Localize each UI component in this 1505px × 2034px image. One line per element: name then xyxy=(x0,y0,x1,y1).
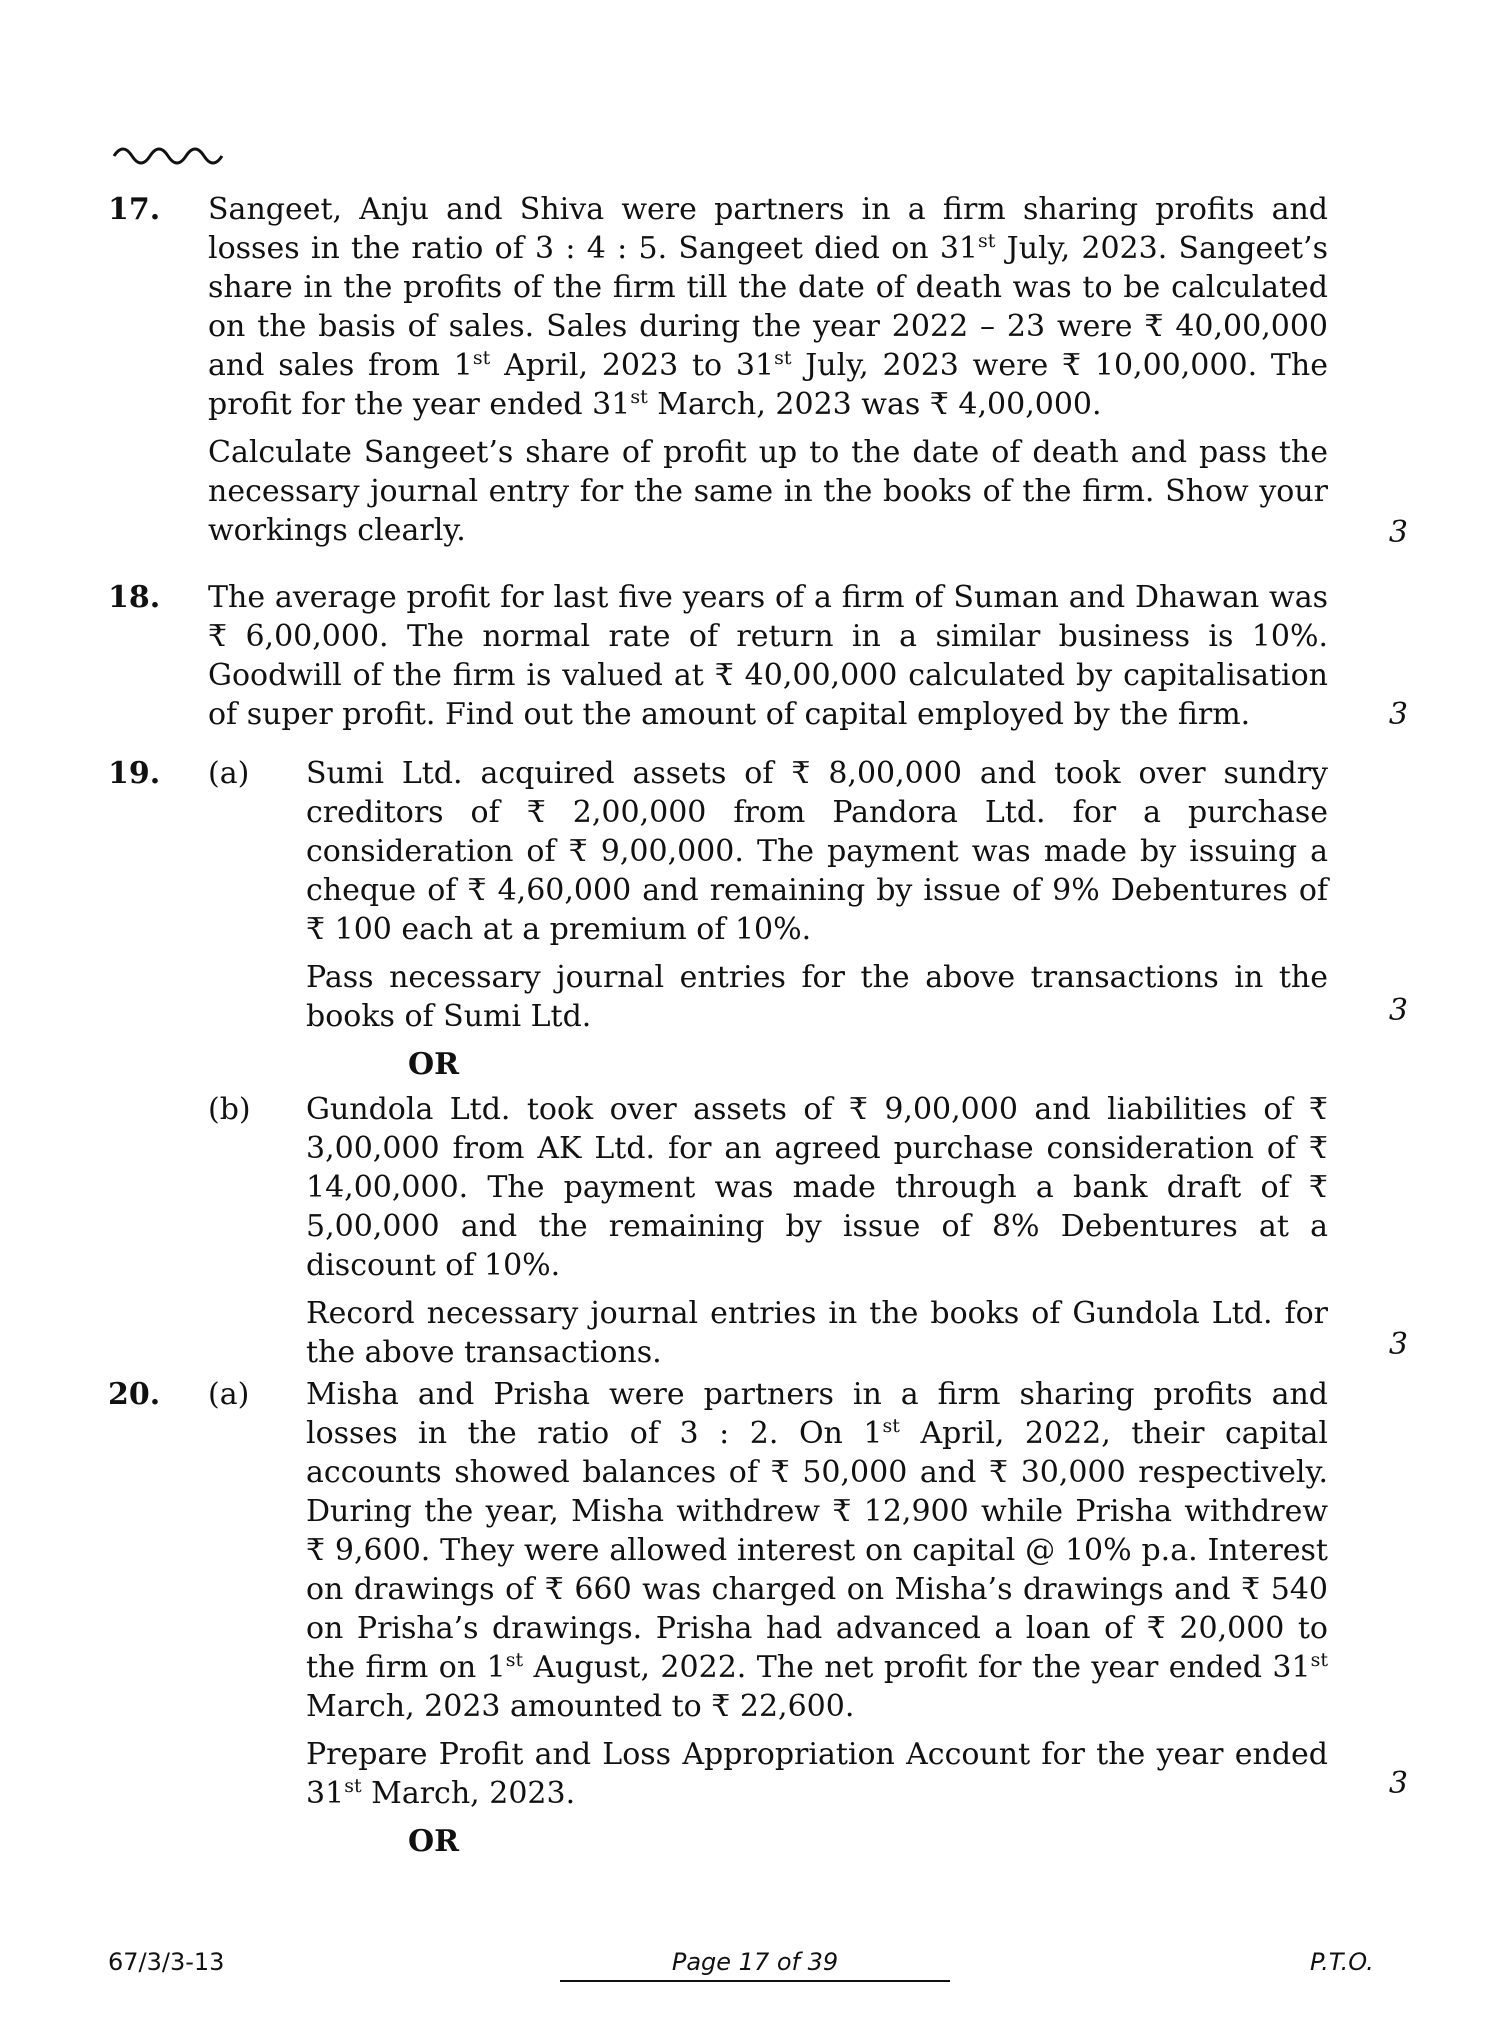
marks: 3 xyxy=(1388,697,1408,732)
question-19b-text: Gundola Ltd. took over assets of ₹ 9,00,000 and liabilities of ₹ 3,00,000 from AK Ltd. for an agreed purchase consideration of ₹ 14,00,000. The payment was made through a bank draft of ₹ 5,00,000 and the remaining by issue of 8% Debentures at a discount of 10%. xyxy=(306,1092,1328,1283)
question-number: 18. xyxy=(108,580,161,615)
marks: 3 xyxy=(1388,1766,1408,1801)
marks: 3 xyxy=(1388,1327,1408,1362)
question-17 xyxy=(108,190,1408,559)
question-17-text: Sangeet, Anju and Shiva were partners in a firm sharing profits and losses in the ratio of 3 : 4 : 5. Sangeet died on 31st July, 2023. Sangeet’s share in the profits of the firm till the date of death was to be calculated on the basis of sales. Sales during the year 2022 – 23 were ₹ 40,00,000 and sales from 1st April, 2023 to 31st July, 2023 were ₹ 10,00,000. The profit for the year ended 31st March, 2023 was ₹ 4,00,000. xyxy=(208,192,1328,422)
question-20a xyxy=(208,1375,1328,1813)
question-19a xyxy=(208,754,1328,1036)
pto-label: P.T.O. xyxy=(1310,1948,1374,1976)
question-18-text: The average profit for last five years of a firm of Suman and Dhawan was ₹ 6,00,000. The normal rate of return in a similar business is 10%. Goodwill of the firm is valued at ₹ 40,00,000 calculated by capitalisation of super profit. Find out the amount of capital employed by the firm. xyxy=(208,580,1328,732)
sub-label: (a) xyxy=(208,1377,250,1412)
sub-label: (b) xyxy=(208,1092,251,1127)
page-number: Page 17 of 39 xyxy=(560,1948,950,1982)
marks: 3 xyxy=(1388,993,1408,1028)
question-19a-text: Sumi Ltd. acquired assets of ₹ 8,00,000 and took over sundry creditors of ₹ 2,00,000 from Pandora Ltd. for a purchase consideration of ₹ 9,00,000. The payment was made by issuing a cheque of ₹ 4,60,000 and remaining by issue of 9% Debentures of ₹ 100 each at a premium of 10%. xyxy=(306,756,1328,947)
paper-code: 67/3/3-13 xyxy=(108,1948,225,1976)
question-20 xyxy=(108,1375,1408,1867)
or-separator: OR xyxy=(408,1824,460,1859)
question-19a-instruction: Pass necessary journal entries for the above transactions in the books of Sumi Ltd. xyxy=(306,960,1328,1034)
sub-label: (a) xyxy=(208,756,250,791)
question-number: 17. xyxy=(108,192,161,227)
question-18 xyxy=(108,578,1408,743)
question-number: 20. xyxy=(108,1377,161,1412)
wave-mark xyxy=(112,134,224,170)
question-20a-text: Misha and Prisha were partners in a firm sharing profits and losses in the ratio of 3 : 2. On 1st April, 2022, their capital accounts showed balances of ₹ 50,000 and ₹ 30,000 respectively. During the year, Misha withdrew ₹ 12,900 while Prisha withdrew ₹ 9,600. They were allowed interest on capital @ 10% p.a. Interest on drawings of ₹ 660 was charged on Misha’s drawings and ₹ 540 on Prisha’s drawings. Prisha had advanced a loan of ₹ 20,000 to the firm on 1st August, 2022. The net profit for the year ended 31st March, 2023 amounted to ₹ 22,600. xyxy=(306,1377,1328,1724)
marks: 3 xyxy=(1388,515,1408,550)
question-number: 19. xyxy=(108,756,161,791)
or-separator: OR xyxy=(408,1047,460,1082)
question-19b xyxy=(208,1090,1328,1372)
question-19b-instruction: Record necessary journal entries in the books of Gundola Ltd. for the above transactions. xyxy=(306,1296,1328,1370)
question-20a-instruction: Prepare Profit and Loss Appropriation Account for the year ended 31st March, 2023. xyxy=(306,1737,1328,1811)
question-19 xyxy=(108,754,1408,1381)
question-17-instruction: Calculate Sangeet’s share of profit up to the date of death and pass the necessary journal entry for the same in the books of the firm. Show your workings clearly. xyxy=(208,435,1328,548)
